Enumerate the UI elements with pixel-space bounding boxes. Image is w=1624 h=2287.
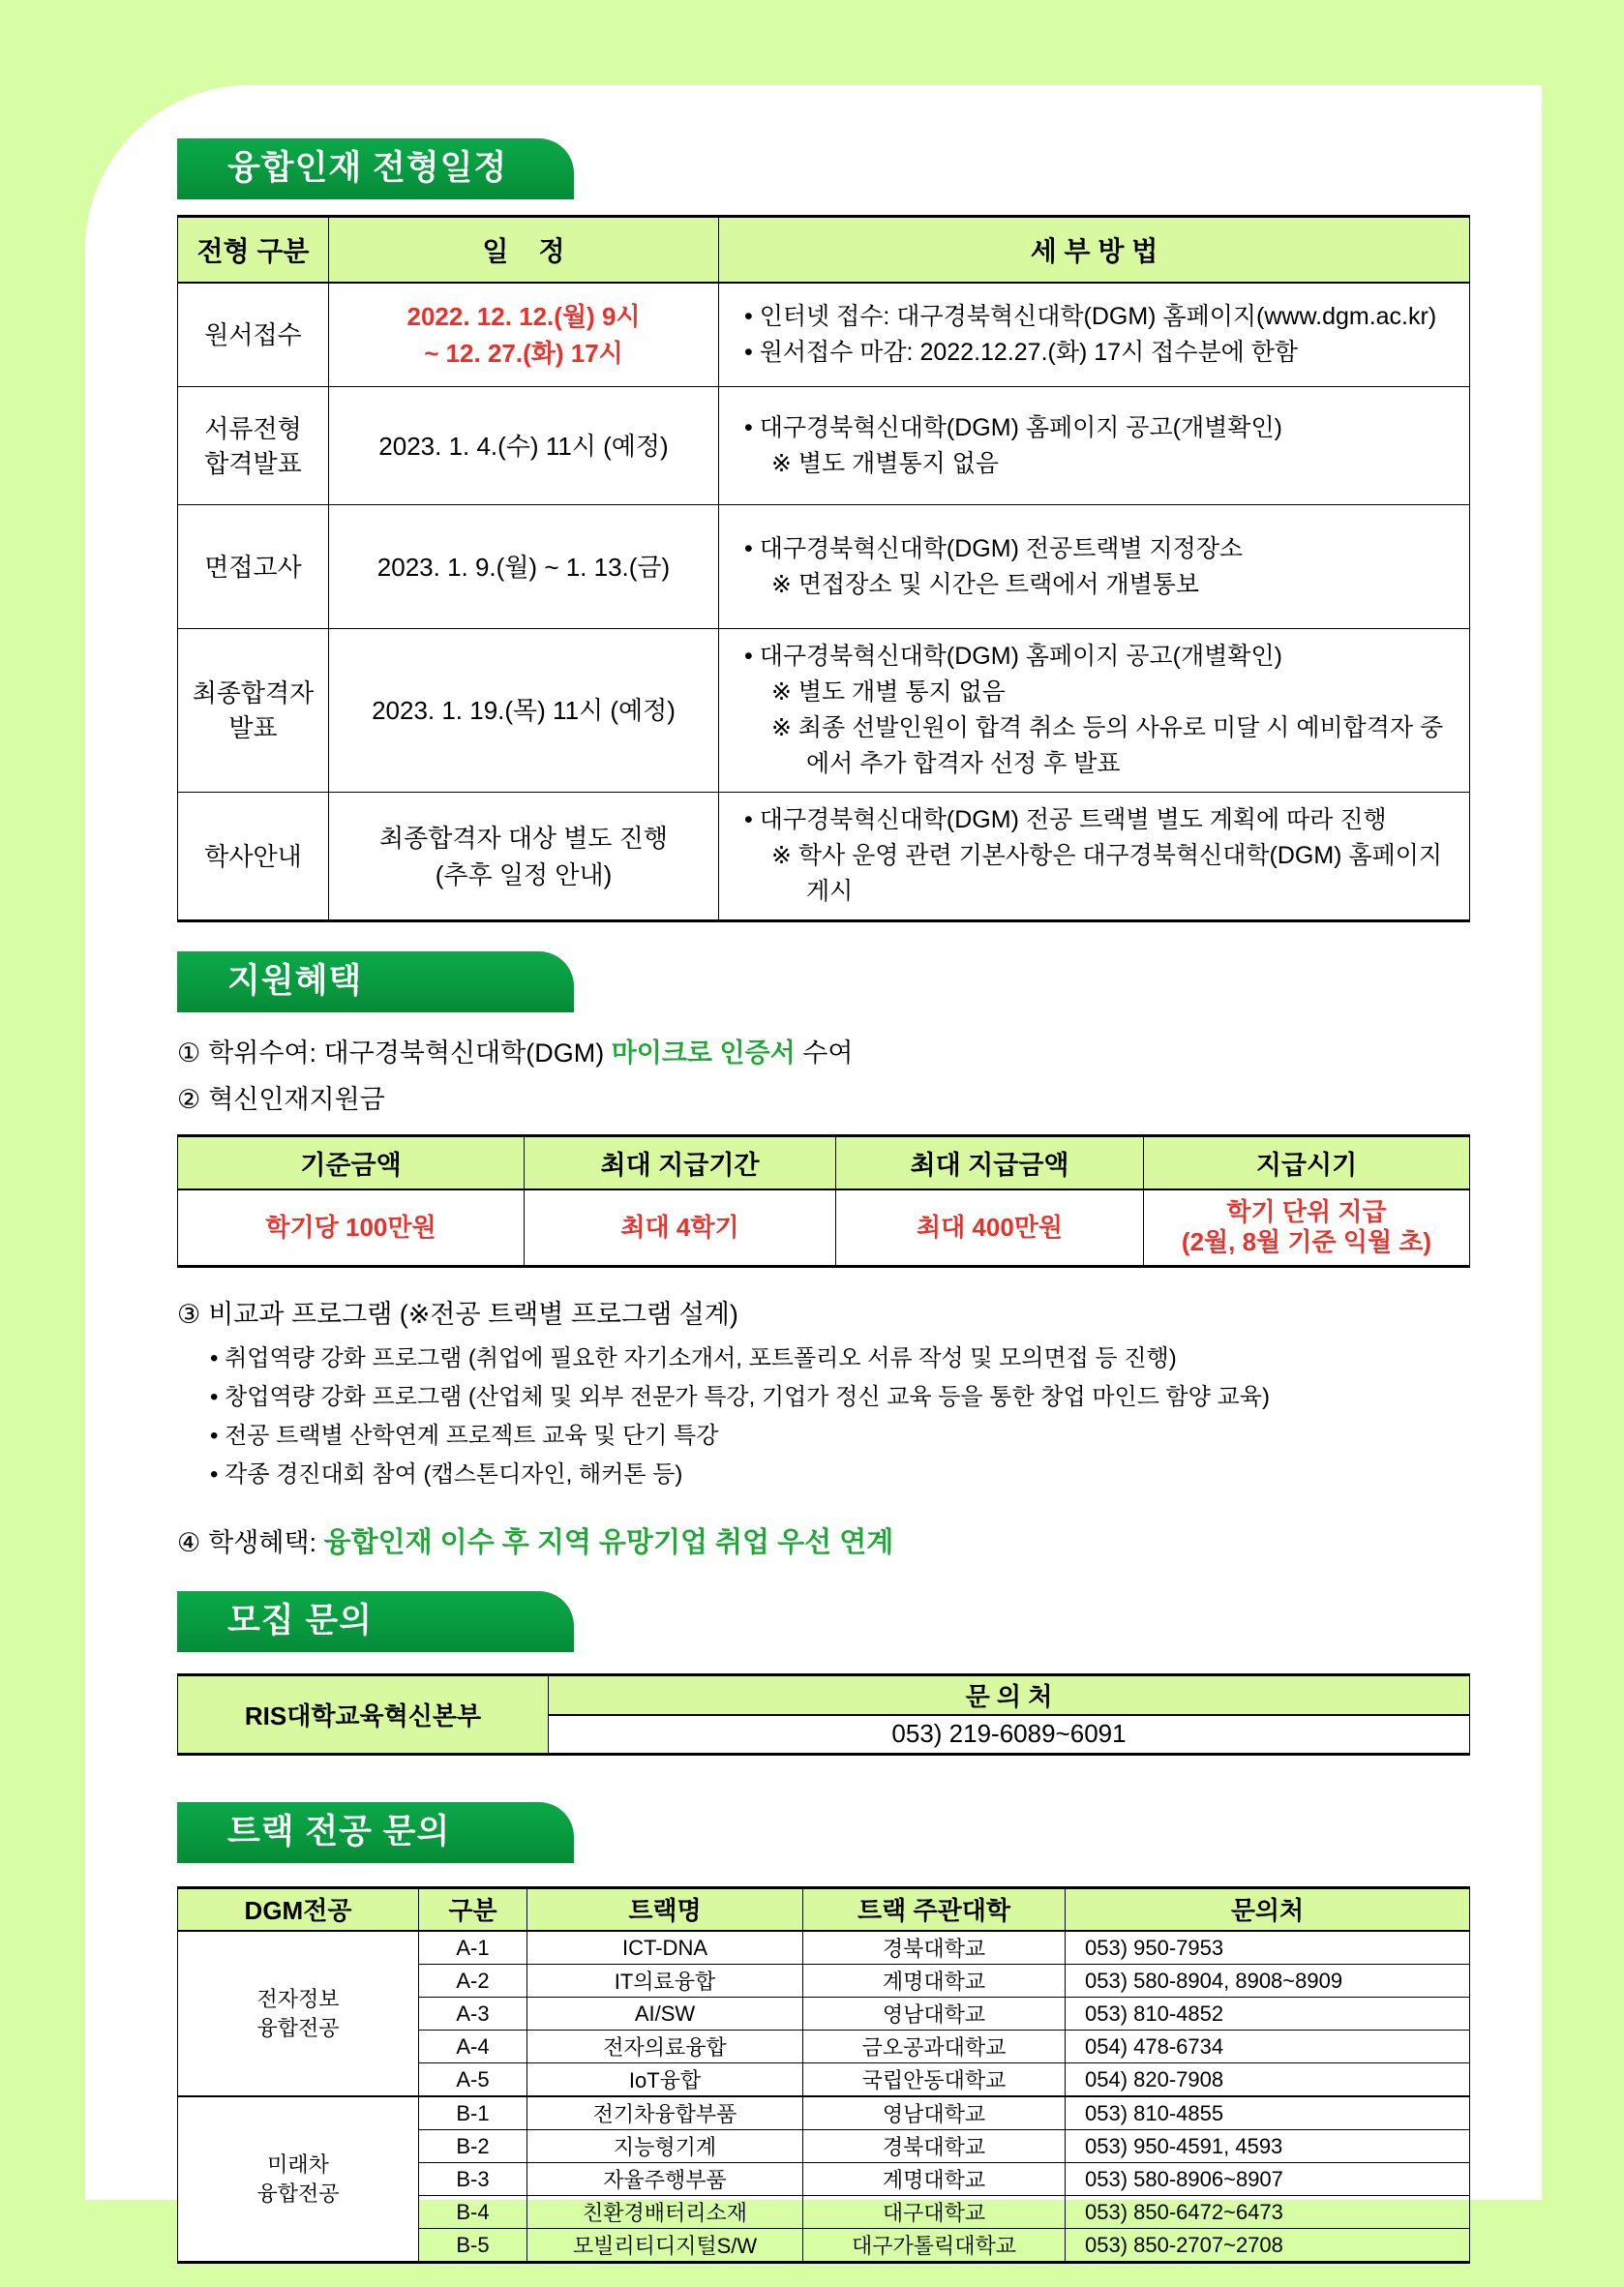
schedule-detail-line: ※ 별도 개별 통지 없음: [771, 678, 1006, 706]
detail-marker: ※: [771, 842, 792, 869]
schedule-col-header-date: 일 정: [329, 217, 719, 283]
schedule-table-body: [178, 283, 1470, 921]
schedule-detail-line: ※ 최종 선발인원이 합격 취소 등의 사유로 미달 시 예비합격자 중에서 추가 합격자 선정 후 발표: [771, 714, 1444, 777]
schedule-method-cell: [719, 387, 1470, 505]
support-header-cell: 최대 지급금액: [836, 1136, 1144, 1189]
recruit-phone-cell: 053) 219-6089~6091: [549, 1715, 1470, 1754]
track-phone-cell: 053) 950-7953: [1066, 1931, 1470, 1965]
track-header-cell: 트랙명: [527, 1887, 803, 1931]
benefit-number: ①: [177, 1038, 201, 1068]
track-code-cell: A-5: [419, 2063, 527, 2097]
recruit-contact-table: [177, 1673, 1470, 1756]
detail-marker: ※: [771, 678, 792, 706]
track-name-cell: IT의료융합: [527, 1965, 803, 1998]
track-phone-cell: 053) 580-8904, 8908~8909: [1066, 1965, 1470, 1998]
track-name-cell: 자율주행부품: [527, 2163, 803, 2196]
track-name-cell: 지능형기계: [527, 2130, 803, 2163]
track-code-cell: A-1: [419, 1931, 527, 1965]
track-name-cell: IoT융합: [527, 2063, 803, 2097]
schedule-header-row: [178, 217, 1470, 283]
schedule-category-cell: 최종합격자 발표: [178, 629, 329, 793]
benefit-number: ④: [177, 1528, 201, 1557]
track-university-cell: 금오공과대학교: [803, 2031, 1066, 2063]
detail-marker: •: [744, 806, 753, 833]
schedule-category-cell: 면접고사: [178, 505, 329, 629]
benefit-item-degree: [177, 1032, 1469, 1074]
schedule-detail-line: ※ 학사 운영 관련 기본사항은 대구경북혁신대학(DGM) 홈페이지 게시: [771, 842, 1443, 905]
track-name-cell: ICT-DNA: [527, 1931, 803, 1965]
recruit-contact-header-cell: 문 의 처: [549, 1675, 1470, 1716]
section-badge-track-contact: 트랙 전공 문의: [177, 1802, 574, 1863]
schedule-detail-line: • 대구경북혁신대학(DGM) 전공 트랙별 별도 계획에 따라 진행: [744, 806, 1387, 833]
support-header-row: [178, 1136, 1470, 1189]
section-badge-recruit-contact: 모집 문의: [177, 1591, 574, 1652]
schedule-col-header-method: 세 부 방 법: [719, 217, 1470, 283]
schedule-detail-line: ※ 별도 개별통지 없음: [771, 449, 999, 477]
track-code-cell: B-5: [419, 2229, 527, 2263]
track-header-cell: 트랙 주관대학: [803, 1887, 1066, 1931]
track-university-cell: 영남대학교: [803, 2096, 1066, 2130]
benefit-text: 학생혜택:: [208, 1528, 324, 1557]
schedule-date-cell: 2023. 1. 9.(월) ~ 1. 13.(금): [329, 505, 719, 629]
track-code-cell: B-3: [419, 2163, 527, 2196]
track-code-cell: B-4: [419, 2196, 527, 2229]
track-university-cell: 경북대학교: [803, 2130, 1066, 2163]
schedule-row: [178, 793, 1470, 921]
schedule-category-cell: 학사안내: [178, 793, 329, 921]
track-header-cell: DGM전공: [178, 1887, 419, 1931]
track-university-cell: 계명대학교: [803, 1965, 1066, 1998]
schedule-detail-line: • 원서접수 마감: 2022.12.27.(화) 17시 접수분에 한함: [744, 338, 1299, 366]
track-phone-cell: 053) 810-4855: [1066, 2096, 1470, 2130]
track-phone-cell: 053) 580-8906~8907: [1066, 2163, 1470, 2196]
support-value-row: [178, 1189, 1470, 1267]
program-bullet-line: • 취업역량 강화 프로그램 (취업에 필요한 자기소개서, 포트폴리오 서류 작성 및 모의면접 등 진행): [210, 1345, 1177, 1371]
track-university-cell: 대구가톨릭대학교: [803, 2229, 1066, 2263]
track-name-cell: 전기차융합부품: [527, 2096, 803, 2130]
detail-marker: ※: [771, 714, 792, 741]
program-bullet-line: • 창업역량 강화 프로그램 (산업체 및 외부 전문가 특강, 기업가 정신 교육 등을 통한 창업 마인드 함양 교육): [210, 1384, 1270, 1410]
track-header-cell: 문의처: [1066, 1887, 1470, 1931]
benefit-text: 혁신인재지원금: [208, 1085, 385, 1114]
schedule-date-cell: 2023. 1. 4.(수) 11시 (예정): [329, 387, 719, 505]
detail-marker: •: [744, 338, 753, 366]
benefit-item-programs: [177, 1293, 1469, 1336]
schedule-col-header-category: 전형 구분: [178, 217, 329, 283]
section-badge-schedule: 융합인재 전형일정: [177, 138, 574, 199]
detail-marker: ※: [771, 449, 792, 477]
support-value-cell: 최대 4학기: [525, 1189, 836, 1267]
track-code-cell: A-3: [419, 1998, 527, 2031]
schedule-table: [177, 215, 1470, 922]
track-header-cell: 구분: [419, 1887, 527, 1931]
track-name-cell: 전자의료융합: [527, 2031, 803, 2063]
schedule-date-cell: 2022. 12. 12.(월) 9시 ~ 12. 27.(화) 17시: [329, 283, 719, 387]
schedule-detail-line: • 대구경북혁신대학(DGM) 홈페이지 공고(개별확인): [744, 413, 1282, 441]
program-bullet-line: • 각종 경진대회 참여 (캡스톤디자인, 해커톤 등): [210, 1461, 683, 1488]
benefit-text: 비교과 프로그램 (※전공 트랙별 프로그램 설계): [208, 1300, 738, 1329]
track-phone-cell: 054) 478-6734: [1066, 2031, 1470, 2063]
benefit-text-tail: 수여: [795, 1038, 854, 1068]
track-header-row: [178, 1887, 1470, 1931]
track-major-cell: 전자정보 융합전공: [178, 1931, 419, 2096]
schedule-row: [178, 629, 1470, 793]
schedule-detail-line: • 인터넷 접수: 대구경북혁신대학(DGM) 홈페이지(www.dgm.ac.kr): [744, 302, 1437, 330]
track-phone-cell: 053) 850-6472~6473: [1066, 2196, 1470, 2229]
schedule-detail-line: • 대구경북혁신대학(DGM) 전공트랙별 지정장소: [744, 534, 1244, 562]
schedule-method-cell: [719, 505, 1470, 629]
schedule-method-cell: [719, 629, 1470, 793]
detail-marker: •: [744, 534, 753, 562]
schedule-category-cell: 서류전형 합격발표: [178, 387, 329, 505]
schedule-row: [178, 283, 1470, 387]
track-code-cell: B-1: [419, 2096, 527, 2130]
schedule-detail-line: • 대구경북혁신대학(DGM) 홈페이지 공고(개별확인): [744, 643, 1282, 670]
track-code-cell: A-2: [419, 1965, 527, 1998]
detail-marker: •: [744, 302, 753, 330]
support-value-cell: 최대 400만원: [836, 1189, 1144, 1267]
track-university-cell: 국립안동대학교: [803, 2063, 1066, 2097]
page-content: [177, 85, 1469, 2264]
benefit-number: ②: [177, 1085, 201, 1114]
benefit-highlight-employment: 융합인재 이수 후 지역 유망기업 취업 우선 연계: [323, 1527, 894, 1558]
schedule-method-cell: [719, 283, 1470, 387]
benefit-highlight-certificate: 마이크로 인증서: [611, 1038, 796, 1068]
schedule-category-cell: 원서접수: [178, 283, 329, 387]
benefit-number: ③: [177, 1300, 201, 1329]
schedule-row: [178, 505, 1470, 629]
track-university-cell: 영남대학교: [803, 1998, 1066, 2031]
track-name-cell: 모빌리티디지털S/W: [527, 2229, 803, 2263]
schedule-row: [178, 387, 1470, 505]
track-phone-cell: 054) 820-7908: [1066, 2063, 1470, 2097]
track-name-cell: 친환경배터리소재: [527, 2196, 803, 2229]
support-value-cell: 학기당 100만원: [178, 1189, 525, 1267]
support-value-cell: 학기 단위 지급 (2월, 8월 기준 익월 초): [1144, 1189, 1470, 1267]
section-badge-benefits: 지원혜택: [177, 951, 574, 1012]
recruit-contact-row: [178, 1675, 1470, 1716]
track-phone-cell: 053) 950-4591, 4593: [1066, 2130, 1470, 2163]
benefit-item-fund: [177, 1078, 1469, 1121]
support-header-cell: 기준금액: [178, 1136, 525, 1189]
track-row: [178, 2096, 1470, 2130]
track-code-cell: A-4: [419, 2031, 527, 2063]
track-contact-table: [177, 1886, 1470, 2265]
recruit-org-cell: RIS대학교육혁신본부: [178, 1675, 549, 1755]
program-bullet-list: [177, 1339, 1469, 1494]
schedule-date-cell: 2023. 1. 19.(목) 11시 (예정): [329, 629, 719, 793]
benefit-item-student: [177, 1521, 1469, 1564]
detail-marker: ※: [771, 570, 792, 598]
track-university-cell: 계명대학교: [803, 2163, 1066, 2196]
program-bullet-line: • 전공 트랙별 산학연계 프로젝트 교육 및 단기 특강: [210, 1423, 719, 1449]
detail-marker: •: [744, 413, 753, 441]
track-name-cell: AI/SW: [527, 1998, 803, 2031]
track-university-cell: 대구대학교: [803, 2196, 1066, 2229]
schedule-date-cell: 최종합격자 대상 별도 진행 (추후 일정 안내): [329, 793, 719, 921]
schedule-detail-line: ※ 면접장소 및 시간은 트랙에서 개별통보: [771, 570, 1200, 598]
support-header-cell: 지급시기: [1144, 1136, 1470, 1189]
track-row: [178, 1931, 1470, 1965]
track-phone-cell: 053) 850-2707~2708: [1066, 2229, 1470, 2263]
track-table-body: [178, 1931, 1470, 2263]
track-major-cell: 미래차 융합전공: [178, 2096, 419, 2263]
benefit-text: 학위수여: 대구경북혁신대학(DGM): [208, 1038, 612, 1068]
support-fund-table: [177, 1134, 1470, 1268]
track-code-cell: B-2: [419, 2130, 527, 2163]
track-phone-cell: 053) 810-4852: [1066, 1998, 1470, 2031]
track-university-cell: 경북대학교: [803, 1931, 1066, 1965]
detail-marker: •: [744, 643, 753, 670]
schedule-method-cell: [719, 793, 1470, 921]
support-header-cell: 최대 지급기간: [525, 1136, 836, 1189]
